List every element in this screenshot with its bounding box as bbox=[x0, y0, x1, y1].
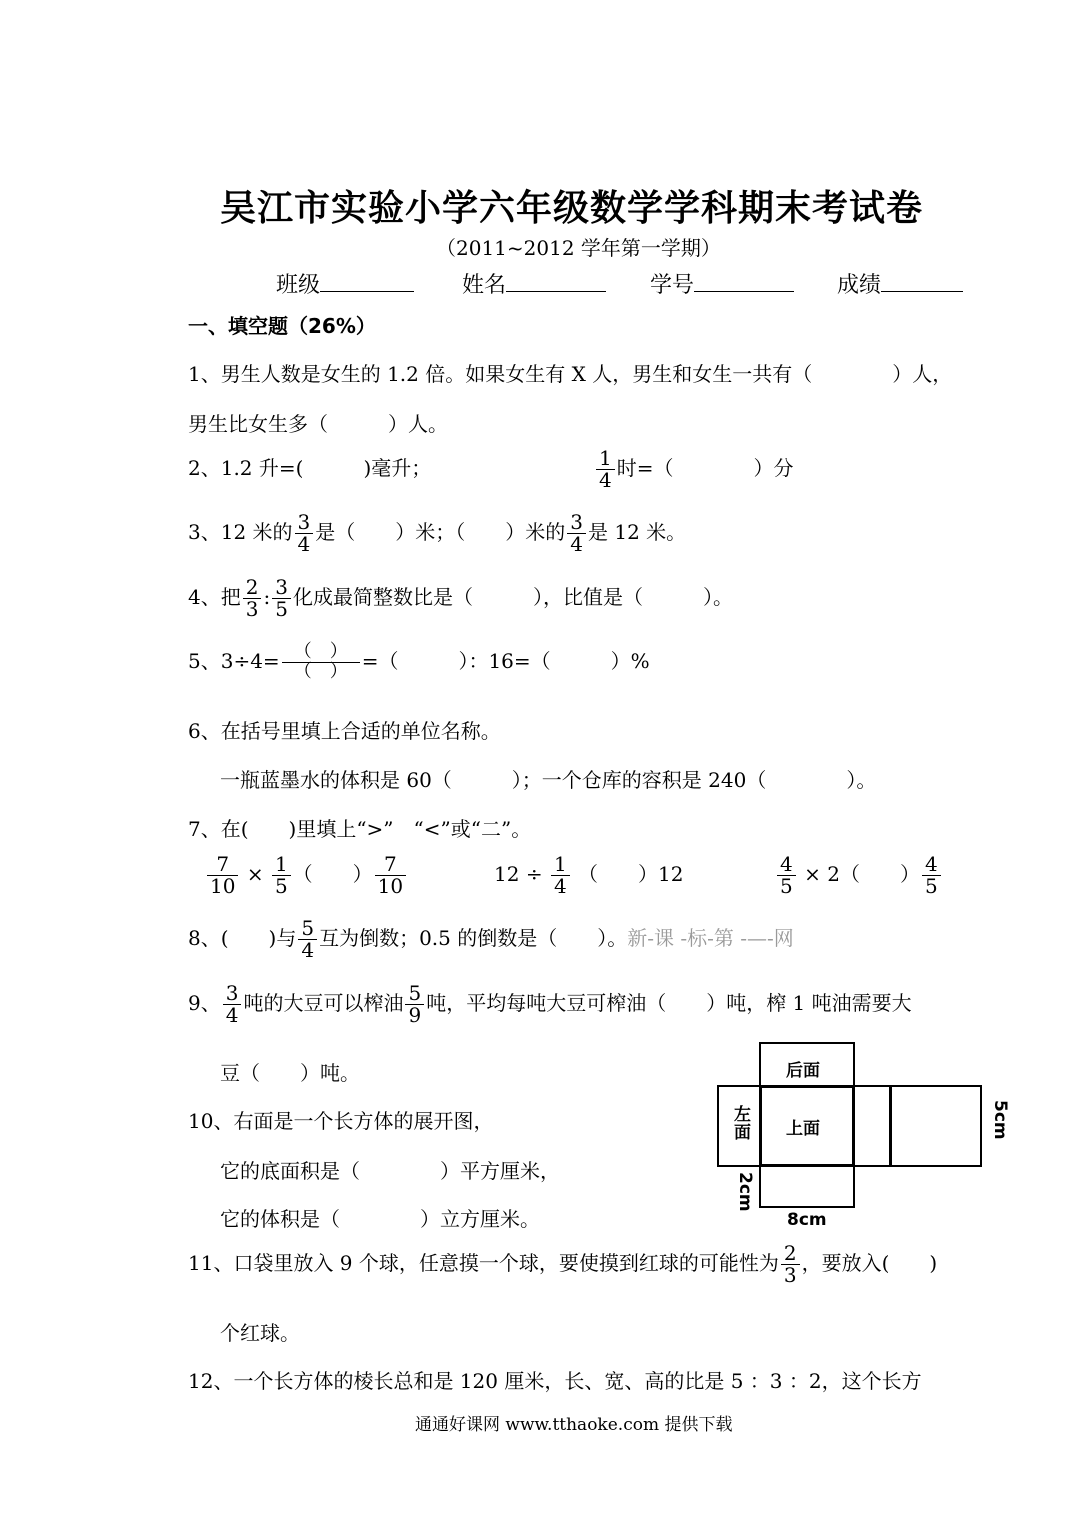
fraction: $\frac{4}{5}$ bbox=[922, 854, 941, 897]
question-7-compare-3: $\frac{4}{5}$ × 2（ ） $\frac{4}{5}$ bbox=[775, 854, 943, 897]
net-label-back: 后面 bbox=[786, 1061, 820, 1081]
question-1-line-2: 男生比女生多（ ）人。 bbox=[188, 412, 448, 436]
question-3: 3、12 米的 $\frac{3}{4}$ 是（ ）米；（ ）米的 $\frac{3}{4}$ 是 12 米。 bbox=[188, 510, 687, 556]
question-4: 4、把 $\frac{2}{3}$ : $\frac{3}{5}$ 化成最简整数比是（ ），比值是（ ）。 bbox=[188, 575, 733, 621]
fraction: $\frac{7}{10}$ bbox=[375, 854, 406, 897]
question-1-line-1: 1、男生人数是女生的 1.2 倍。如果女生有 X 人，男生和女生一共有（ ）人， bbox=[188, 362, 953, 386]
net-dim-height: 5cm bbox=[990, 1100, 1010, 1140]
fraction: $\frac{3}{4}$ bbox=[223, 983, 242, 1026]
info-name[interactable]: 姓名 bbox=[462, 268, 606, 299]
net-dim-width: 2cm bbox=[735, 1172, 755, 1212]
net-label-left: 左面 bbox=[730, 1105, 750, 1141]
fraction: $\frac{1}{4}$ bbox=[551, 854, 570, 897]
fraction: $\frac{2}{3}$ bbox=[781, 1243, 800, 1286]
fraction: $\frac{3}{4}$ bbox=[295, 512, 314, 555]
question-6-line-1: 6、在括号里填上合适的单位名称。 bbox=[188, 719, 501, 743]
page-footer: 通通好课网 www.tthaoke.com 提供下载 bbox=[415, 1415, 733, 1435]
watermark-text: 新-课 -标-第 -—-网 bbox=[627, 926, 794, 950]
fraction: $\frac{4}{5}$ bbox=[777, 854, 796, 897]
question-7-heading: 7、在( )里填上“>” “<”或“二”。 bbox=[188, 817, 532, 841]
question-7-compare-2: 12 ÷ $\frac{1}{4}$ （ ）12 bbox=[494, 852, 684, 898]
question-5: 5、3÷4= $\frac{( )}{( )}$ =（ ）：16=（ ）% bbox=[188, 641, 650, 682]
page-title: 吴江市实验小学六年级数学学科期末考试卷 bbox=[220, 188, 924, 229]
net-face-side bbox=[852, 1085, 892, 1167]
question-10-line-3: 它的体积是（ ）立方厘米。 bbox=[220, 1207, 540, 1231]
fraction: $\frac{5}{4}$ bbox=[298, 918, 317, 961]
question-11-line-2: 个红球。 bbox=[220, 1321, 300, 1345]
question-10-line-1: 10、右面是一个长方体的展开图， bbox=[188, 1109, 494, 1133]
fraction: $\frac{3}{4}$ bbox=[567, 512, 586, 555]
question-10-line-2: 它的底面积是（ ）平方厘米， bbox=[220, 1159, 560, 1183]
fraction: $\frac{7}{10}$ bbox=[207, 854, 238, 897]
net-face-bottom bbox=[889, 1085, 982, 1167]
fraction: $\frac{2}{3}$ bbox=[243, 577, 262, 620]
info-score[interactable]: 成绩 bbox=[837, 268, 963, 299]
info-class[interactable]: 班级 bbox=[276, 268, 414, 299]
question-8: 8、( )与 $\frac{5}{4}$ 互为倒数；0.5 的倒数是（ ）。新-课 -标-第 -—-网 bbox=[188, 916, 794, 962]
fraction: $\frac{1}{5}$ bbox=[272, 854, 291, 897]
fraction: $\frac{1}{4}$ bbox=[596, 448, 615, 491]
fraction-blank[interactable]: $\frac{( )}{( )}$ bbox=[282, 643, 360, 682]
fraction: $\frac{5}{9}$ bbox=[405, 983, 424, 1026]
net-label-top: 上面 bbox=[786, 1119, 820, 1139]
question-12-line-1: 12、一个长方体的棱长总和是 120 厘米，长、宽、高的比是 5 ：3 ：2，这个长方 bbox=[188, 1369, 922, 1393]
question-11-line-1: 11、口袋里放入 9 个球，任意摸一个球，要使摸到红球的可能性为 $\frac{2}{3}$ ，要放入( ) bbox=[188, 1241, 938, 1287]
question-9-line-1: 9、 $\frac{3}{4}$ 吨的大豆可以榨油 $\frac{5}{9}$ 吨，平均每吨大豆可榨油（ ）吨，榨 1 吨油需要大 bbox=[188, 981, 912, 1027]
section-heading: 一、填空题（26%） bbox=[188, 314, 376, 338]
question-7-compare-1: $\frac{7}{10}$ × $\frac{1}{5}$ （ ） $\frac{7}{10}$ bbox=[205, 854, 408, 897]
net-face-front bbox=[759, 1164, 855, 1208]
question-6-line-2: 一瓶蓝墨水的体积是 60（ ）；一个仓库的容积是 240（ ）。 bbox=[220, 768, 877, 792]
info-number[interactable]: 学号 bbox=[650, 268, 794, 299]
question-2: 2、1.2 升=( )毫升； $\frac{1}{4}$ 时=（ ）分 bbox=[188, 446, 794, 492]
question-9-line-2: 豆（ ）吨。 bbox=[220, 1061, 360, 1085]
fraction: $\frac{3}{5}$ bbox=[272, 577, 291, 620]
net-dim-length: 8cm bbox=[787, 1210, 827, 1230]
subtitle: （2011~2012 学年第一学期） bbox=[436, 236, 721, 260]
